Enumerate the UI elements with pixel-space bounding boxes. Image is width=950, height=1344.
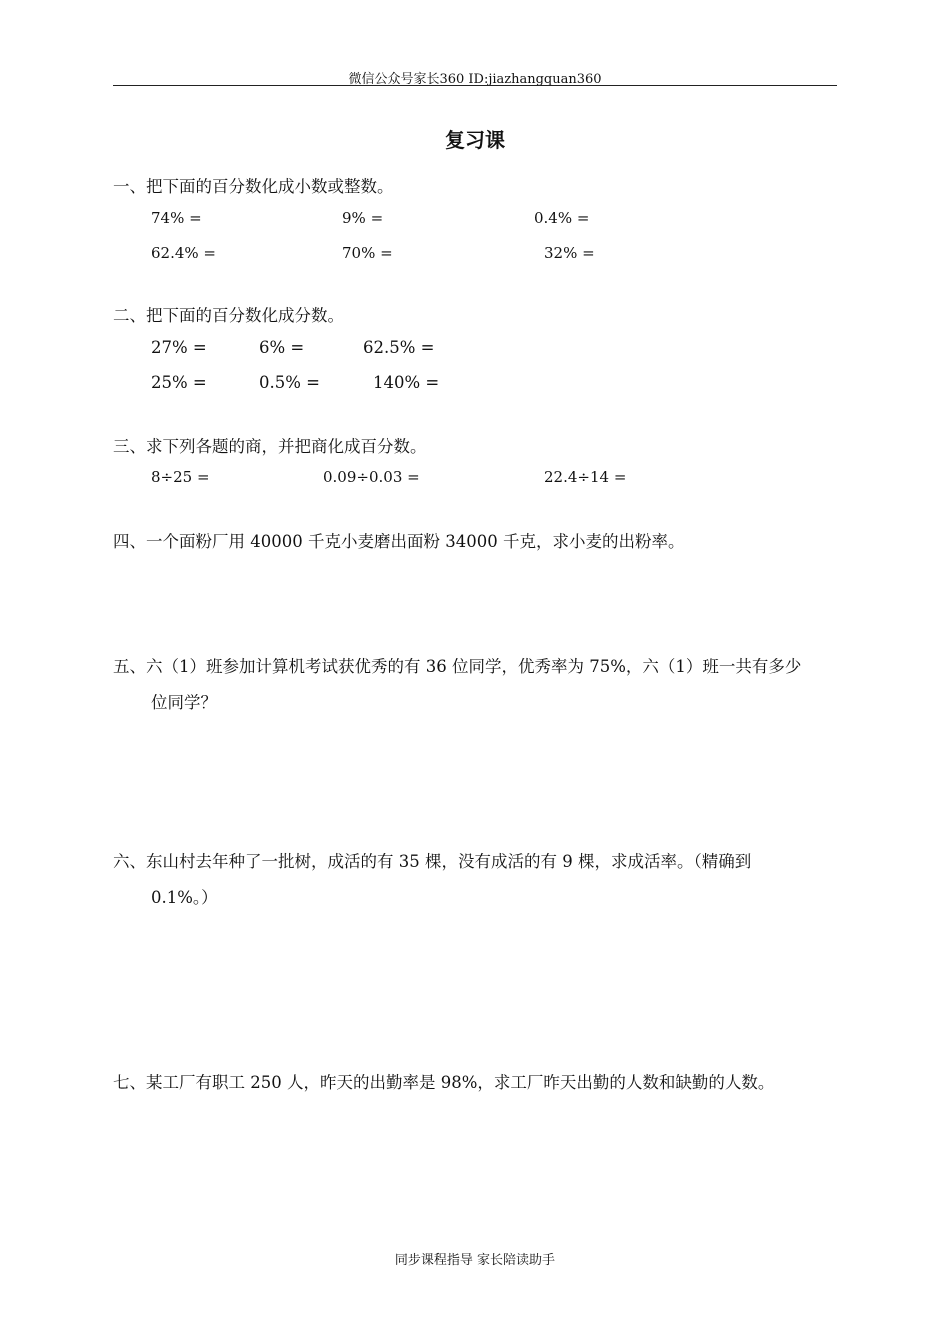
question-2-item: 25% = bbox=[151, 373, 207, 392]
question-1-item: 62.4% = bbox=[151, 244, 216, 262]
question-2-item: 0.5% = bbox=[259, 373, 320, 392]
question-3-item: 8÷25 = bbox=[151, 468, 210, 486]
question-2-item: 140% = bbox=[373, 373, 440, 392]
question-1-prompt: 一、把下面的百分数化成小数或整数。 bbox=[113, 177, 394, 196]
question-5-line-2: 位同学？ bbox=[151, 693, 217, 712]
question-6-line-2: 0.1%。） bbox=[151, 888, 218, 907]
question-1-item: 32% = bbox=[544, 244, 595, 262]
question-2-item: 27% = bbox=[151, 338, 207, 357]
question-3-item: 0.09÷0.03 = bbox=[323, 468, 420, 486]
question-2-item: 62.5% = bbox=[363, 338, 435, 357]
question-3-item: 22.4÷14 = bbox=[544, 468, 627, 486]
question-6-line-1: 六、东山村去年种了一批树，成活的有 35 棵，没有成活的有 9 棵，求成活率。（精确到 bbox=[113, 852, 752, 871]
question-1-item: 70% = bbox=[342, 244, 393, 262]
question-5-line-1: 五、六（1）班参加计算机考试获优秀的有 36 位同学，优秀率为 75%，六（1）班一共有多少 bbox=[113, 657, 802, 676]
page-title: 复习课 bbox=[445, 128, 505, 152]
question-2-item: 6% = bbox=[259, 338, 305, 357]
question-1-item: 0.4% = bbox=[534, 209, 590, 227]
header-divider bbox=[113, 85, 837, 86]
question-4-prompt: 四、一个面粉厂用 40000 千克小麦磨出面粉 34000 千克，求小麦的出粉率。 bbox=[113, 532, 685, 551]
question-7-prompt: 七、某工厂有职工 250 人，昨天的出勤率是 98%，求工厂昨天出勤的人数和缺勤的人数。 bbox=[113, 1073, 775, 1092]
question-1-item: 9% = bbox=[342, 209, 384, 227]
page-footer: 同步课程指导 家长陪读助手 bbox=[394, 1253, 556, 1268]
question-3-prompt: 三、求下列各题的商，并把商化成百分数。 bbox=[113, 437, 427, 456]
question-1-item: 74% = bbox=[151, 209, 202, 227]
question-2-prompt: 二、把下面的百分数化成分数。 bbox=[113, 306, 344, 325]
page-header: 微信公众号家长360 ID:jiazhangquan360 bbox=[348, 72, 602, 87]
